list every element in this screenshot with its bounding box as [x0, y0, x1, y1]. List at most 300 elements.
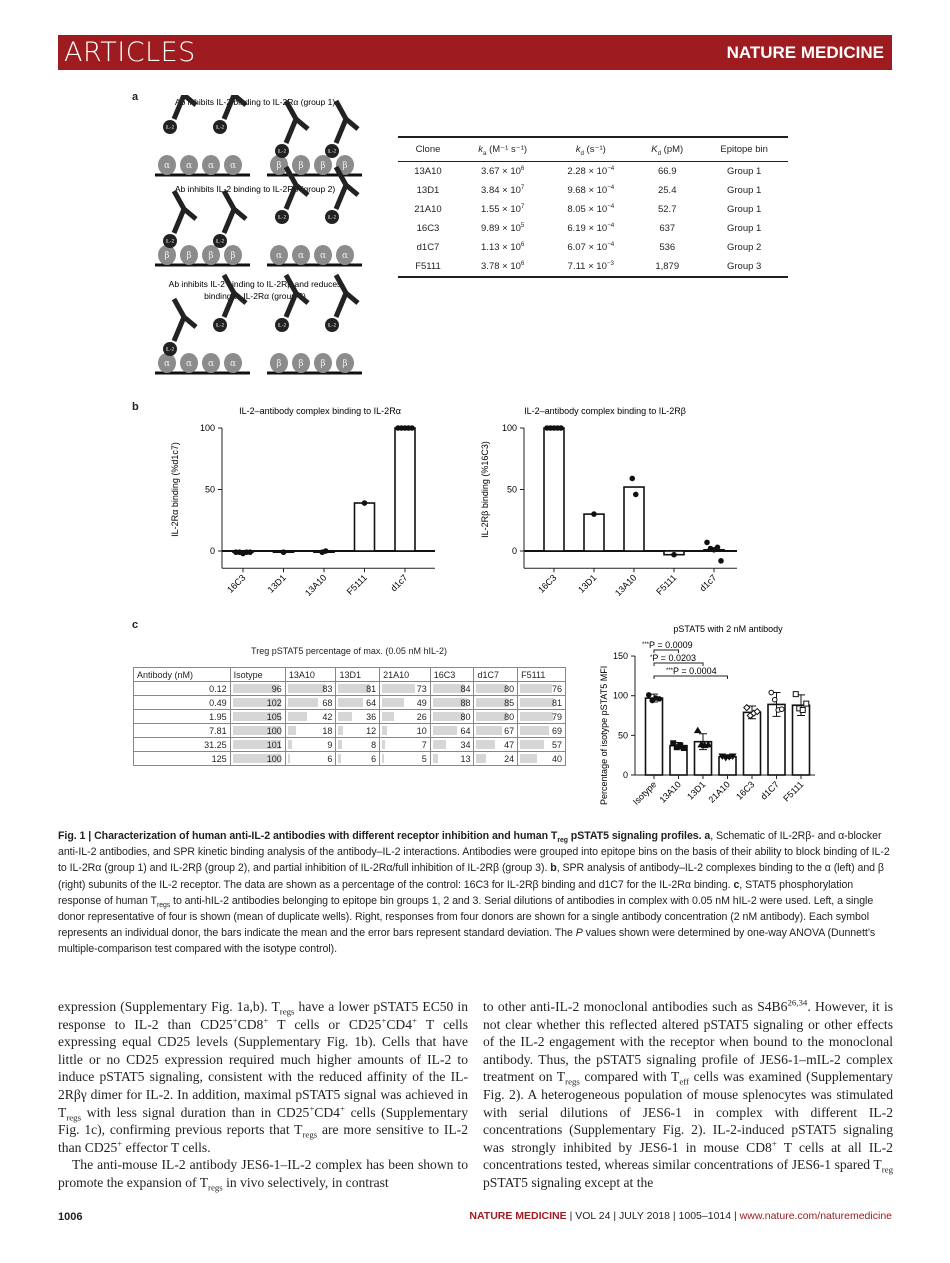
column-header: 13D1	[336, 668, 380, 682]
x-tick-label: Isotype	[630, 779, 659, 807]
il2rb-binding-chart	[470, 400, 770, 620]
il2-label: IL-2	[277, 149, 287, 155]
cell-value: 80	[504, 683, 515, 694]
bar-d1c7	[395, 428, 415, 551]
value-cell	[430, 724, 474, 738]
receptor-letter: α	[207, 161, 215, 171]
value-bar	[520, 726, 549, 735]
table-row	[134, 738, 566, 752]
value-cell	[336, 696, 380, 710]
table-row	[398, 181, 788, 200]
cell-value: 7	[421, 739, 427, 750]
chart-title: pSTAT5 with 2 nM antibody	[673, 624, 783, 634]
cell-value: 0.12	[209, 683, 227, 694]
schematic-title: Ab inhibits IL-2 binding to IL-2Rα (group 1)	[174, 97, 336, 107]
value-bar	[476, 726, 502, 735]
cell-value: 125	[211, 753, 227, 764]
p-value-label: ***P = 0.0004	[666, 666, 717, 676]
receptor-letter: β	[342, 359, 348, 369]
value-bar	[288, 726, 296, 735]
figure-caption: Fig. 1 | Characterization of human anti-IL-2 antibodies with different receptor inhibition and human $T_{reg}$ pSTAT5 signaling profiles. a, Schematic of IL-2Rβ- and α-blocker anti-IL-2 antibodies, and SPR kinetic binding analysis of the antibody–IL-2 interactions. Antibodies were grouped into epitope bins on the basis of their ability to block binding of IL-2 to IL-2Rα (group 1) and IL-2Rβ (group 2), and partial inhibition of IL-2Rα/full inhibition of IL-2Rβ (group 3). b, SPR analysis of antibody–IL-2 complexes binding to the α (left) and β (right) subunits of the IL-2 receptor. The data are shown as a percentage of the control: 16C3 for IL-2Rβ binding and d1C7 for the IL-2Rα binding. c, STAT5 phosphorylation response of human $T_{regs}$ to anti-hIL-2 antibodies belonging to epitope bin groups 1, 2 and 3. Serial dilutions of antibodies in complex with 0.05 nM hIL-2 were used. Left, a single donor representative of four is shown (mean of duplicate wells). Right, responses from four donors are shown for a single antibody concentration (2 nM antibody). Each symbol represents an individual donor, the bars indicate the mean and the error bars represent standard deviation. The P values shown were determined by one-way ANOVA (Dunnett’s multiple-comparison test compared with the isotype control).	[58, 830, 890, 956]
value-cell	[380, 752, 431, 766]
cell-value: 64	[366, 697, 377, 708]
value-bar	[433, 740, 446, 749]
y-tick-label: 50	[617, 730, 628, 741]
y-axis-label: Percentage of isotype pSTAT5 MFI	[599, 665, 609, 805]
table-cell: Group 2	[726, 242, 762, 253]
value-cell	[230, 738, 285, 752]
column-header: F5111	[518, 668, 566, 682]
cell-value: 8	[371, 739, 377, 750]
table-cell: Group 1	[726, 185, 762, 196]
data-point	[281, 550, 286, 555]
table-cell: 16C3	[416, 223, 440, 234]
schematic-title: binding to IL-2Rα (group 3)	[204, 291, 306, 301]
heatmap-table-title: Treg pSTAT5 percentage of max. (0.05 nM hIL-2)	[251, 646, 447, 656]
x-tick-label: d1c7	[388, 572, 410, 594]
concentration-cell	[134, 752, 231, 766]
table-row	[134, 696, 566, 710]
il2-label: IL-2	[215, 239, 225, 245]
panel-label-a: a	[132, 91, 139, 103]
p-value-label: *P = 0.0203	[650, 653, 696, 663]
cell-value: 18	[322, 725, 333, 736]
antibody-icon	[336, 275, 358, 317]
value-cell	[474, 696, 518, 710]
table-cell: $3.84 \times 10^7$	[481, 183, 525, 196]
table-row	[398, 238, 788, 257]
table-cell: $1.13 \times 10^6$	[481, 240, 525, 253]
data-point	[793, 692, 798, 697]
table-cell: $8.05 \times 10^{-4}$	[567, 202, 615, 215]
table-cell: $3.78 \times 10^6$	[458, 257, 547, 277]
schematic-title: Ab inhibits IL-2 binding to IL-2Rβ and reduces	[168, 279, 342, 289]
value-bar	[520, 740, 544, 749]
table-cell: d1C7	[416, 242, 440, 253]
table-row	[398, 257, 788, 277]
cell-value: 102	[266, 697, 282, 708]
value-cell	[518, 752, 566, 766]
pstat5-heatmap-table	[133, 667, 566, 766]
receptor-letter: α	[163, 359, 171, 369]
section-title: ARTICLES	[64, 37, 196, 68]
receptor-letter: β	[298, 161, 304, 171]
value-bar	[338, 684, 369, 693]
receptor-letter: β	[342, 161, 348, 171]
value-cell	[285, 682, 336, 696]
panel-label-b: b	[132, 401, 139, 413]
cell-value: 1.95	[209, 711, 227, 722]
cell-value: 81	[551, 697, 562, 708]
x-tick-label: 13D1	[685, 779, 708, 802]
cell-value: 76	[551, 683, 562, 694]
value-bar	[382, 754, 384, 763]
footer-volume: | VOL 24 | JULY 2018 | 1005–1014 |	[566, 1210, 740, 1222]
receptor-letter: α	[163, 161, 171, 171]
value-cell	[474, 724, 518, 738]
x-tick-label: 16C3	[734, 779, 757, 802]
cell-value: 64	[460, 725, 471, 736]
table-cell: $6.19 \times 10^{-4}$	[567, 221, 615, 234]
cell-value: 101	[266, 739, 282, 750]
table-row	[398, 162, 788, 182]
value-cell	[285, 696, 336, 710]
table-cell: Group 1	[726, 223, 762, 234]
table-row	[134, 752, 566, 766]
receptor-letter: β	[164, 251, 170, 261]
table-cell: Group 1	[726, 166, 762, 177]
data-point	[248, 550, 253, 555]
value-cell	[230, 696, 285, 710]
receptor-letter: β	[320, 161, 326, 171]
value-bar	[382, 684, 415, 693]
x-tick-label: 13A10	[612, 572, 639, 599]
x-tick-label: F5111	[654, 572, 679, 597]
body-paragraph: The anti-mouse IL-2 antibody JES6-1–IL-2 complex has been shown to promote the expansion of $T_{regs}$ in vivo selectively, in contrast	[58, 1157, 468, 1193]
receptor-letter: α	[319, 251, 327, 261]
antibody-icon	[174, 191, 196, 233]
cell-value: 6	[327, 753, 333, 764]
data-point	[630, 476, 635, 481]
antibody-icon	[336, 101, 358, 143]
data-point	[779, 707, 784, 712]
il2-label: IL-2	[327, 149, 337, 155]
receptor-letter: α	[341, 251, 349, 261]
pstat5-2nm-chart	[590, 620, 830, 820]
receptor-letter: α	[229, 161, 237, 171]
data-point	[657, 697, 662, 702]
bar-Isotype	[646, 698, 663, 775]
value-cell	[474, 682, 518, 696]
value-bar	[288, 712, 307, 721]
value-bar	[476, 712, 507, 721]
bar-21A10	[719, 757, 736, 775]
table-row	[134, 682, 566, 696]
journal-name: NATURE MEDICINE	[726, 43, 884, 62]
value-cell	[336, 710, 380, 724]
y-tick-label: 50	[506, 484, 517, 495]
value-bar	[520, 754, 537, 763]
data-point	[646, 693, 651, 698]
x-tick-label: F5111	[781, 779, 806, 804]
il2-label: IL-2	[215, 125, 225, 131]
table-cell: 637	[659, 223, 676, 234]
table-row	[398, 219, 788, 238]
x-tick-label: d1c7	[697, 572, 719, 594]
table-cell: 21A10	[414, 204, 442, 215]
value-bar	[520, 712, 553, 721]
value-cell	[380, 724, 431, 738]
cell-value: 100	[266, 725, 282, 736]
value-cell	[430, 682, 474, 696]
y-tick-label: 0	[622, 770, 628, 780]
antibody-icon	[286, 101, 308, 143]
cell-value: 24	[504, 753, 515, 764]
table-cell: Group 1	[726, 204, 762, 215]
value-bar	[288, 740, 292, 749]
cell-value: 81	[366, 683, 377, 694]
table-cell: Group 3	[700, 257, 788, 277]
x-tick-label: 13A10	[657, 779, 683, 805]
receptor-letter: α	[275, 251, 283, 261]
cell-value: 80	[460, 711, 471, 722]
value-bar	[382, 726, 386, 735]
y-axis-label: IL-2Rβ binding (%16C3)	[480, 441, 490, 538]
kinetics-table	[398, 136, 788, 278]
receptor-letter: β	[186, 251, 192, 261]
receptor-letter: β	[276, 161, 282, 171]
value-bar	[382, 712, 394, 721]
value-bar	[520, 698, 554, 707]
value-cell	[336, 738, 380, 752]
value-cell	[230, 752, 285, 766]
cell-value: 73	[416, 683, 427, 694]
table-cell: $2.28 \times 10^{-4}$	[567, 164, 615, 177]
value-cell	[285, 710, 336, 724]
receptor-letter: α	[297, 251, 305, 261]
value-cell	[380, 738, 431, 752]
cell-value: 96	[271, 683, 282, 694]
cell-value: 105	[266, 711, 282, 722]
y-tick-label: 0	[209, 546, 215, 556]
value-bar	[382, 740, 385, 749]
value-bar	[288, 754, 291, 763]
data-point	[800, 707, 805, 712]
cell-value: 31.25	[204, 739, 227, 750]
il2-label: IL-2	[165, 125, 175, 131]
cell-value: 0.49	[209, 697, 227, 708]
value-bar	[433, 726, 458, 735]
value-cell	[336, 752, 380, 766]
receptor-letter: β	[320, 359, 326, 369]
cell-value: 67	[504, 725, 515, 736]
x-tick-label: F5111	[344, 572, 369, 597]
table-cell: $3.67 \times 10^6$	[481, 164, 525, 177]
receptor-letter: β	[276, 359, 282, 369]
p-value-label: ***P = 0.0009	[642, 640, 693, 650]
panel-label-c: c	[132, 619, 139, 631]
value-cell	[430, 710, 474, 724]
data-point	[681, 746, 686, 751]
y-tick-label: 0	[511, 546, 517, 556]
value-cell	[430, 738, 474, 752]
table-cell: 25.4	[657, 185, 677, 196]
receptor-letter: α	[185, 161, 193, 171]
value-bar	[382, 698, 404, 707]
data-point	[559, 426, 564, 431]
value-bar	[476, 684, 507, 693]
schematic-title: Ab inhibits IL-2 binding to IL-2Rβ (group 2)	[174, 184, 336, 194]
receptor-letter: β	[208, 251, 214, 261]
value-bar	[476, 740, 494, 749]
table-cell: $9.89 \times 10^5$	[481, 221, 525, 234]
cell-value: 12	[366, 725, 377, 736]
y-tick-label: 150	[612, 651, 628, 662]
table-cell: $7.11 \times 10^{-3}$	[547, 257, 634, 277]
column-header: d1C7	[474, 668, 518, 682]
binding-schematic	[150, 95, 370, 385]
value-cell	[230, 710, 285, 724]
cell-value: 26	[416, 711, 427, 722]
value-cell	[336, 724, 380, 738]
table-cell: $6.07 \times 10^{-4}$	[567, 240, 615, 253]
table-cell: 13D1	[416, 185, 440, 196]
body-column-left	[58, 998, 468, 1192]
cell-value: 100	[266, 753, 282, 764]
cell-value: 7.81	[209, 725, 227, 736]
table-cell: 66.9	[657, 166, 677, 177]
value-cell	[430, 752, 474, 766]
body-column-right	[483, 998, 893, 1192]
table-cell: 536	[659, 242, 676, 253]
value-cell	[518, 710, 566, 724]
antibody-icon	[174, 299, 196, 341]
cell-value: 80	[504, 711, 515, 722]
data-point	[672, 552, 677, 557]
cell-value: 9	[327, 739, 333, 750]
heatmap-table-wrap	[133, 667, 566, 766]
value-cell	[230, 682, 285, 696]
y-tick-label: 50	[204, 484, 215, 495]
column-header: Isotype	[230, 668, 285, 682]
value-cell	[380, 696, 431, 710]
concentration-cell	[134, 724, 231, 738]
column-header: 21A10	[380, 668, 431, 682]
value-cell	[518, 696, 566, 710]
body-paragraph: expression (Supplementary Fig. 1a,b). $T_{regs}$ have a lower pSTAT5 EC50 in response to IL-2 than CD25+CD8+ T cells or CD25+CD4+ T cells expressing equal CD25 levels (Supplementary Fig. 1b). Cells that have little or no CD25 expression required much higher amounts of IL-2 to induce pSTAT5 signaling, consistent with the reduced affinity of the IL-2Rβγ dimer for IL-2. In addition, maximal pSTAT5 signal was achieved in $T_{regs}$ with less signal duration than in CD25+CD4+ cells (Supplementary Fig. 1c), confirming previous reports that $T_{regs}$ are more sensitive to IL-2 than CD25+ effector T cells.	[58, 999, 468, 1155]
table-cell: 1,879	[634, 257, 700, 277]
il2-label: IL-2	[327, 323, 337, 329]
il2-label: IL-2	[165, 347, 175, 353]
cell-value: 68	[322, 697, 333, 708]
cell-value: 47	[504, 739, 515, 750]
value-cell	[285, 752, 336, 766]
value-cell	[518, 724, 566, 738]
column-header: Clone	[398, 137, 458, 162]
value-cell	[285, 738, 336, 752]
data-point	[769, 690, 774, 695]
footer-journal: NATURE MEDICINE	[469, 1210, 567, 1222]
column-header: $k_d$ (s⁻¹)	[547, 137, 634, 162]
value-bar	[433, 754, 438, 763]
receptor-letter: α	[229, 359, 237, 369]
receptor-letter: β	[298, 359, 304, 369]
il2ra-binding-chart	[160, 400, 460, 620]
bar-F5111	[355, 503, 375, 551]
kinetics-table-wrap	[398, 136, 788, 278]
x-tick-label: 16C3	[536, 572, 559, 595]
cell-value: 40	[551, 753, 562, 764]
cell-value: 85	[504, 697, 515, 708]
chart-title: IL-2–antibody complex binding to IL-2Rα	[239, 406, 401, 416]
value-bar	[338, 712, 352, 721]
value-bar	[476, 754, 485, 763]
x-tick-label: 16C3	[225, 572, 248, 595]
data-point	[719, 559, 724, 564]
significance-bracket	[654, 676, 728, 679]
value-cell	[518, 738, 566, 752]
journal-header-bar	[58, 35, 892, 70]
cell-value: 83	[322, 683, 333, 694]
value-cell	[380, 710, 431, 724]
table-cell: 52.7	[657, 204, 677, 215]
page-number: 1006	[58, 1211, 83, 1223]
column-header: $k_a$ (M⁻¹ s⁻¹)	[458, 137, 547, 162]
cell-value: 36	[366, 711, 377, 722]
value-cell	[336, 682, 380, 696]
y-tick-label: 100	[501, 423, 517, 433]
value-cell	[518, 682, 566, 696]
il2-label: IL-2	[277, 323, 287, 329]
y-tick-label: 100	[612, 690, 628, 701]
value-cell	[230, 724, 285, 738]
receptor-letter: α	[185, 359, 193, 369]
value-bar	[338, 754, 340, 763]
data-point	[410, 426, 415, 431]
value-bar	[338, 698, 363, 707]
antibody-icon	[224, 191, 246, 233]
x-tick-label: 13D1	[576, 572, 599, 595]
column-header: Antibody (nM)	[134, 668, 231, 682]
journal-url-link[interactable]: www.nature.com/naturemedicine	[739, 1210, 892, 1222]
column-header: 13A10	[285, 668, 336, 682]
table-cell: 13A10	[414, 166, 442, 177]
cell-value: 10	[416, 725, 427, 736]
value-cell	[380, 682, 431, 696]
data-point	[592, 512, 597, 517]
cell-value: 69	[551, 725, 562, 736]
value-cell	[474, 710, 518, 724]
column-header: 16C3	[430, 668, 474, 682]
value-bar	[520, 684, 552, 693]
data-point	[715, 545, 720, 550]
il2-label: IL-2	[327, 215, 337, 221]
il2-label: IL-2	[277, 215, 287, 221]
bar-13A10	[624, 487, 644, 551]
x-tick-label: 21A10	[706, 779, 732, 805]
cell-value: 79	[551, 711, 562, 722]
cell-value: 6	[371, 753, 377, 764]
x-tick-label: 13D1	[265, 572, 288, 595]
concentration-cell	[134, 696, 231, 710]
table-cell: $9.68 \times 10^{-4}$	[567, 183, 615, 196]
cell-value: 5	[421, 753, 427, 764]
data-point	[744, 705, 750, 711]
data-point	[804, 701, 809, 706]
il2-label: IL-2	[165, 239, 175, 245]
concentration-cell	[134, 738, 231, 752]
table-row	[134, 724, 566, 738]
y-tick-label: 100	[199, 423, 215, 433]
column-header: Epitope bin	[700, 137, 788, 162]
cell-value: 42	[322, 711, 333, 722]
table-cell: $1.55 \times 10^7$	[481, 202, 525, 215]
cell-value: 34	[460, 739, 471, 750]
footer-citation	[469, 1210, 892, 1222]
bar-13D1	[584, 514, 604, 551]
body-paragraph: to other anti-IL-2 monoclonal antibodies such as S4B6$^{26,34}$. However, it is not clear whether this reflected altered pSTAT5 signaling or other effects of the IL-2 engagement with the receptor when bound to the monoclonal antibody. Thus, the pSTAT5 signaling profile of JES6-1–mIL-2 complex treatment on $T_{regs}$ compared with $T_{eff}$ cells was examined (Supplementary Fig. 2). A heterogeneous population of mouse splenocytes was stimulated with serial dilutions of JES6-1 in complex with different IL-2 concentrations (Supplementary Fig. 2). IL-2-induced pSTAT5 signaling was strongly inhibited by JES6-1 in mouse CD8+ T cells at all IL-2 concentrations tested, whereas similar concentrations of JES6-1 spared $T_{reg}$ pSTAT5 signaling except at the	[483, 997, 894, 1190]
bar-16C3	[544, 428, 564, 551]
concentration-cell	[134, 710, 231, 724]
data-point	[362, 501, 367, 506]
value-cell	[474, 752, 518, 766]
column-header: $K_d$ (pM)	[634, 137, 700, 162]
value-cell	[285, 724, 336, 738]
table-row	[134, 710, 566, 724]
value-bar	[288, 698, 318, 707]
table-cell: F5111	[398, 257, 458, 277]
value-bar	[433, 712, 464, 721]
